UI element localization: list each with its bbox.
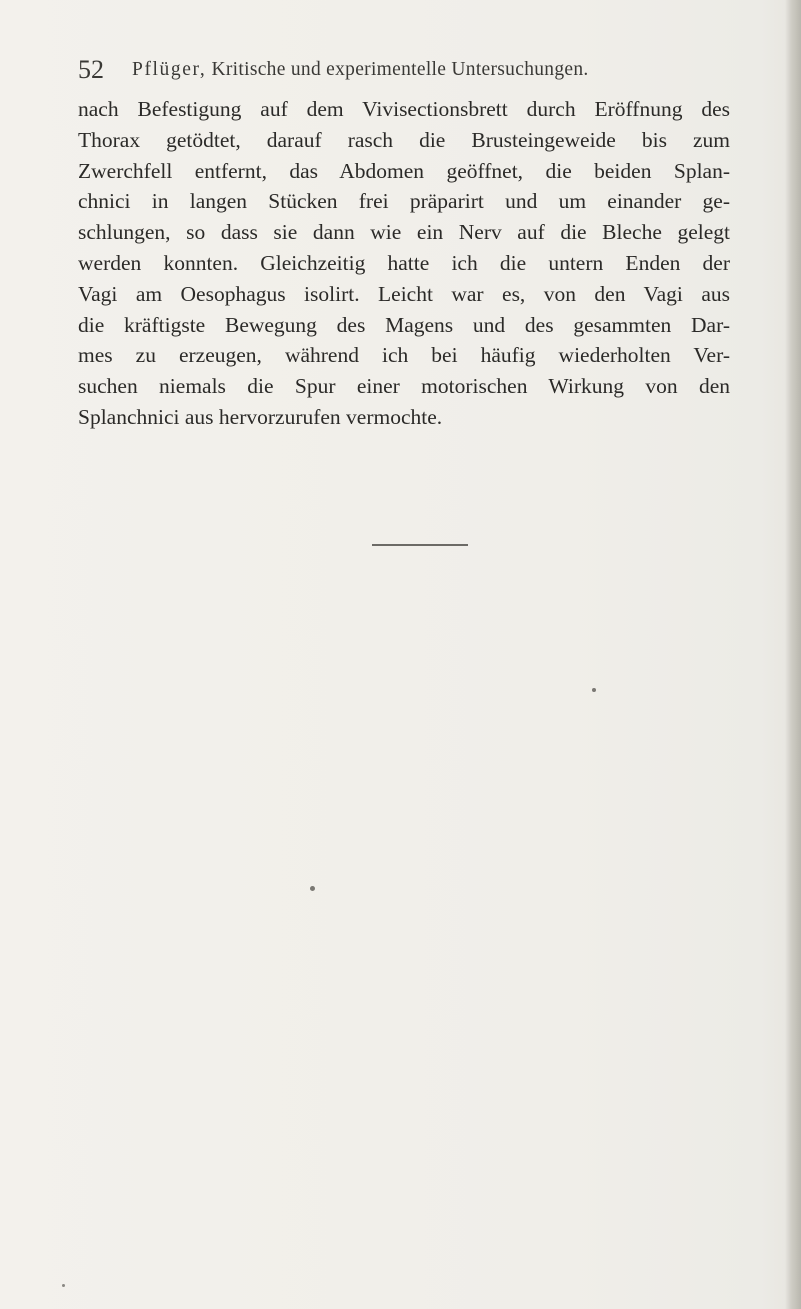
page-edge-shadow xyxy=(785,0,801,1309)
text-line: Thorax getödtet, darauf rasch die Brusteingeweide bis zum xyxy=(78,127,730,152)
section-divider-rule xyxy=(372,544,468,546)
page-header xyxy=(78,54,718,86)
running-head-title: Kritische und experimentelle Untersuchungen. xyxy=(206,59,589,80)
body-paragraph xyxy=(78,94,730,433)
scan-speck xyxy=(62,1284,65,1287)
text-line: mes zu erzeugen, während ich bei häufig wiederholten Ver- xyxy=(78,343,730,368)
running-head xyxy=(132,54,589,86)
scan-speck xyxy=(310,886,315,891)
text-line: Splanchnici aus hervorzurufen vermochte. xyxy=(78,404,443,429)
text-line: suchen niemals die Spur einer motorischen Wirkung von den xyxy=(78,374,730,399)
page-number: 52 xyxy=(78,55,104,84)
scan-speck xyxy=(592,688,596,692)
text-line: schlungen, so dass sie dann wie ein Nerv auf die Bleche gelegt xyxy=(78,220,730,245)
text-line: nach Befestigung auf dem Vivisectionsbrett durch Eröffnung des xyxy=(78,97,730,121)
text-line: die kräftigste Bewegung des Magens und des gesammten Dar- xyxy=(78,312,730,337)
text-line: werden konnten. Gleichzeitig hatte ich die untern Enden der xyxy=(78,250,730,275)
running-head-author: Pflüger, xyxy=(132,59,207,80)
text-line: chnici in langen Stücken frei präparirt und um einander ge- xyxy=(78,189,730,214)
text-line: Vagi am Oesophagus isolirt. Leicht war es, von den Vagi aus xyxy=(78,281,730,306)
text-line: Zwerchfell entfernt, das Abdomen geöffnet, die beiden Splan- xyxy=(78,158,730,183)
